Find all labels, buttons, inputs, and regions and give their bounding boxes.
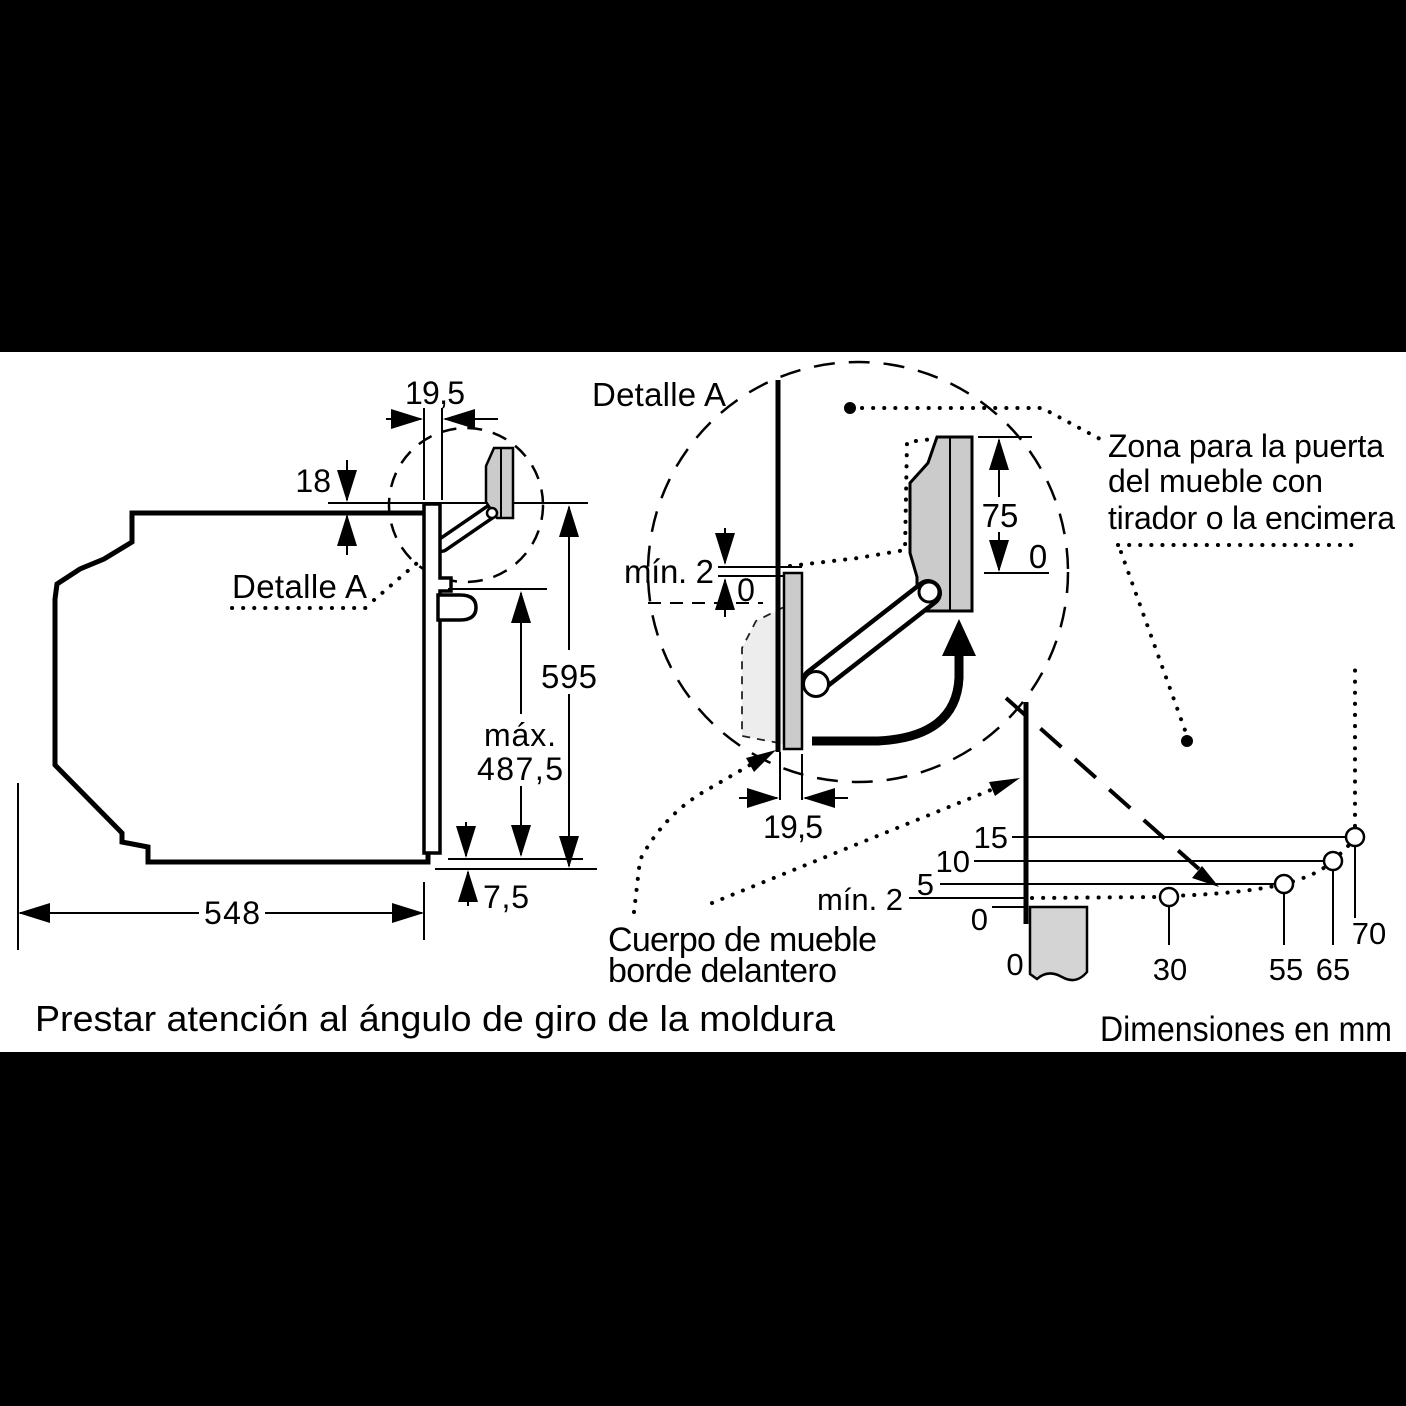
x-tick-0: 0: [1006, 947, 1024, 982]
cabinet-note-line1: Cuerpo de mueble: [608, 921, 877, 959]
point-65-10: [1324, 852, 1342, 870]
oven-handle: [438, 595, 476, 620]
y-tick-5: 5: [916, 867, 934, 902]
x-tick-30: 30: [1152, 952, 1188, 987]
zone-note-pointer-bullet: [1181, 735, 1193, 747]
caption-note: Prestar atención al ángulo de giro de la moldura: [35, 998, 837, 1039]
units-note: Dimensiones en mm: [1100, 1010, 1392, 1049]
dim-548-label: 548: [204, 895, 260, 931]
zone-note-line1: Zona para la puerta: [1108, 428, 1384, 464]
dim-18-label: 18: [295, 463, 331, 499]
point-70-15: [1346, 828, 1364, 846]
zone-leader-bullet: [844, 402, 856, 414]
dim-max-value: 487,5: [477, 751, 563, 787]
zone-note-line3: tirador o la encimera: [1108, 500, 1395, 536]
dim-max-prefix: máx.: [484, 717, 556, 753]
y-tick-10: 10: [935, 844, 970, 879]
hinge-knuckle: [804, 672, 829, 697]
y-tick-min2: mín. 2: [817, 882, 903, 917]
y-tick-0: 0: [970, 902, 988, 937]
zero-gap-label: 0: [737, 572, 755, 608]
oven-front-bar: [784, 573, 802, 749]
hinge-pivot: [919, 582, 939, 602]
hinge-pivot-small: [487, 508, 497, 518]
point-30-2: [1160, 888, 1178, 906]
detail-19-5-label: 19,5: [763, 809, 823, 845]
point-55-5: [1275, 875, 1293, 893]
dim-7-5-label: 7,5: [483, 879, 529, 915]
detail-a-label: Detalle A: [232, 568, 367, 605]
dim-19-5-label: 19,5: [405, 375, 465, 411]
cabinet-post: [1030, 907, 1087, 980]
detail-a-title: Detalle A: [592, 376, 726, 413]
x-tick-65: 65: [1315, 952, 1351, 987]
y-tick-15: 15: [973, 820, 1008, 855]
zero-ref-label: 0: [1028, 538, 1048, 575]
zone-note-line2: del mueble con: [1108, 463, 1323, 499]
cabinet-note-line2: borde delantero: [608, 952, 837, 990]
x-tick-70: 70: [1351, 916, 1387, 951]
x-tick-55: 55: [1268, 952, 1304, 987]
min2-label: mín. 2: [624, 553, 714, 590]
dim-75-label: 75: [981, 497, 1019, 534]
dim-595-label: 595: [541, 658, 597, 695]
